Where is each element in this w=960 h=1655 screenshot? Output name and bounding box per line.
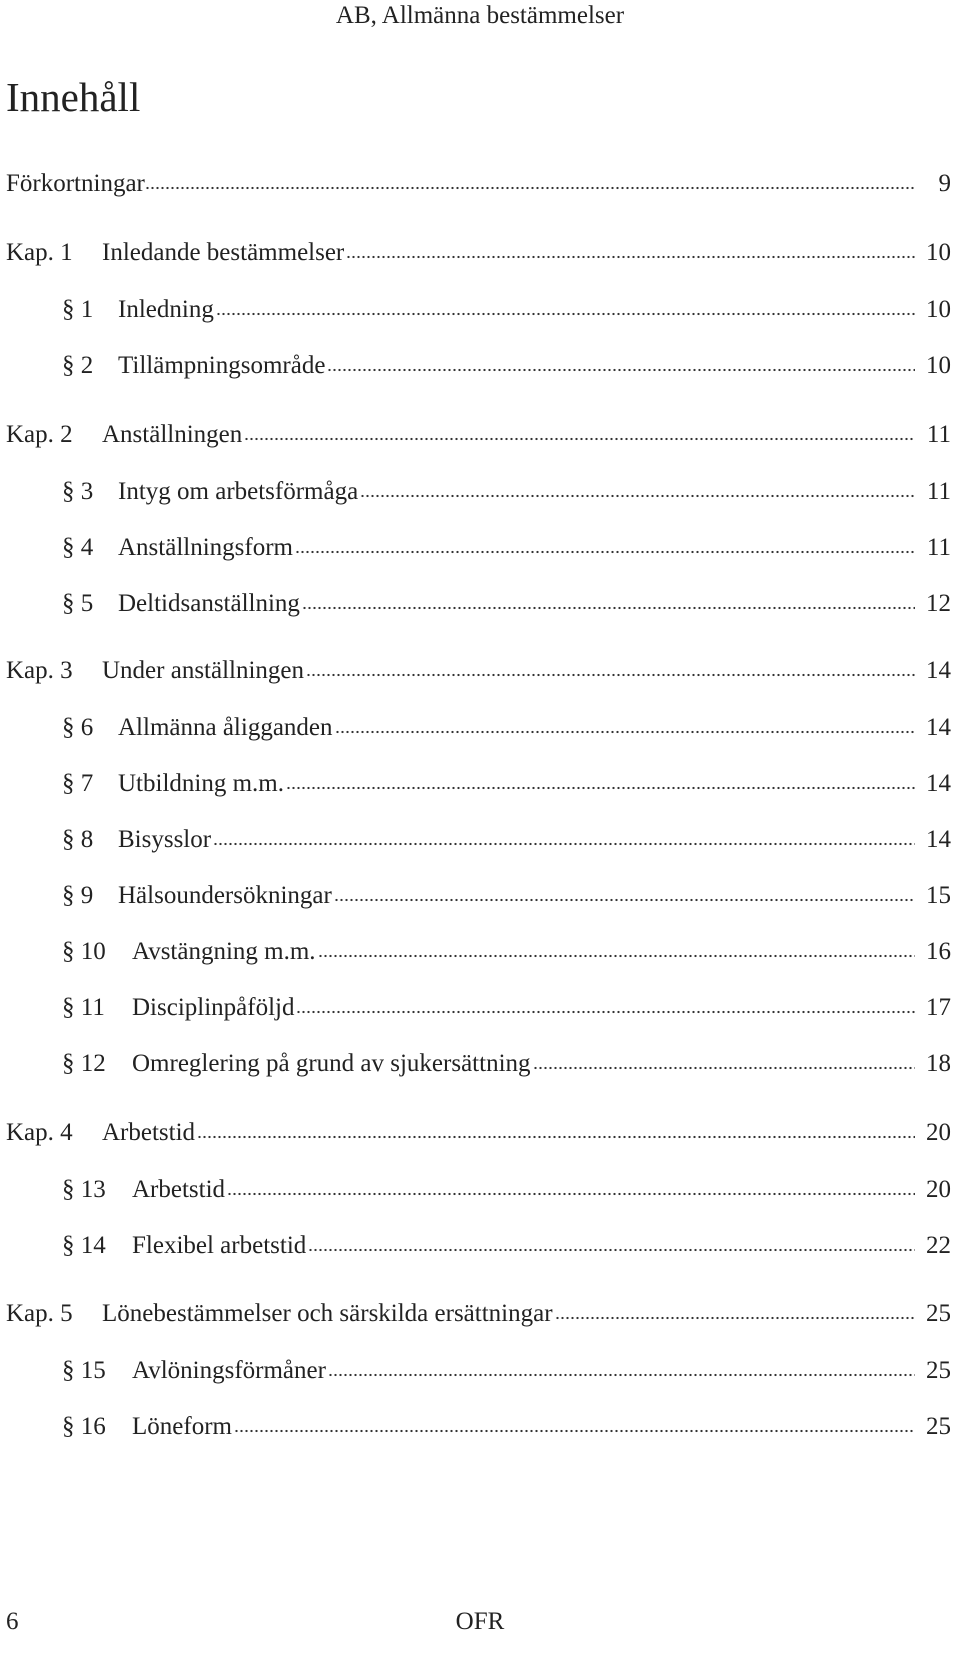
toc-section-entry[interactable] (6, 880, 951, 912)
toc-number: § 13 (62, 1176, 106, 1203)
dot-leader (197, 1117, 915, 1141)
toc-page-number: 14 (926, 770, 951, 797)
toc-number: § 2 (62, 352, 94, 379)
dot-leader (346, 237, 915, 261)
page-title: Innehåll (6, 74, 141, 120)
toc-label: Tillämpningsområde (118, 352, 326, 379)
toc-number: § 11 (62, 994, 105, 1021)
toc-number: § 12 (62, 1050, 106, 1077)
toc-label: Arbetstid (132, 1176, 226, 1203)
toc-section-entry[interactable] (6, 294, 951, 326)
dot-leader (334, 880, 915, 904)
toc-section-entry[interactable] (6, 1411, 951, 1443)
toc-page-number: 11 (926, 421, 951, 448)
toc-section-entry[interactable] (6, 936, 951, 968)
toc-number: § 7 (62, 770, 94, 797)
toc-number: § 6 (62, 714, 94, 741)
running-header: AB, Allmänna bestämmelser (335, 2, 625, 29)
toc-label: Flexibel arbetstid (132, 1232, 307, 1259)
dot-leader (145, 168, 915, 192)
dot-leader (335, 712, 915, 736)
dot-leader (302, 588, 915, 612)
toc-chapter-entry[interactable] (6, 419, 951, 451)
toc-label: Lönebestämmelser och särskilda ersättningar (102, 1300, 553, 1327)
toc-label: Anställningen (102, 421, 243, 448)
toc-label: Avlöningsförmåner (132, 1357, 326, 1384)
dot-leader (286, 768, 915, 792)
toc-section-entry[interactable] (6, 1048, 951, 1080)
toc-chapter-entry[interactable] (6, 237, 951, 269)
toc-page-number: 22 (926, 1232, 951, 1259)
dot-leader (318, 936, 915, 960)
toc-number: § 4 (62, 534, 94, 561)
toc-section-entry[interactable] (6, 1174, 951, 1206)
toc-chapter-entry[interactable] (6, 1298, 951, 1330)
toc-number: § 5 (62, 590, 94, 617)
toc-number: § 8 (62, 826, 94, 853)
toc-label: Anställningsform (118, 534, 293, 561)
toc-page-number: 12 (926, 590, 951, 617)
dot-leader (360, 476, 915, 500)
toc-page-number: 18 (926, 1050, 951, 1077)
dot-leader (227, 1174, 915, 1198)
toc-section-entry[interactable] (6, 712, 951, 744)
toc-label: Avstängning m.m. (132, 938, 316, 965)
toc-number: § 14 (62, 1232, 106, 1259)
toc-label: Under anställningen (102, 657, 305, 684)
dot-leader (216, 294, 915, 318)
toc-label: Utbildning m.m. (118, 770, 284, 797)
toc-number: Kap. 3 (6, 657, 73, 684)
toc-label: Hälsoundersökningar (118, 882, 332, 909)
toc-section-entry[interactable] (6, 1355, 951, 1387)
toc-page-number: 14 (926, 714, 951, 741)
toc-number: § 9 (62, 882, 94, 909)
dot-leader (296, 992, 915, 1016)
toc-number: Kap. 2 (6, 421, 73, 448)
toc-page-number: 9 (938, 170, 951, 197)
dot-leader (244, 419, 915, 443)
toc-section-entry[interactable] (6, 768, 951, 800)
toc-page-number: 10 (926, 352, 951, 379)
toc-page-number: 20 (926, 1176, 951, 1203)
toc-number: Kap. 5 (6, 1300, 73, 1327)
toc-label: Arbetstid (102, 1119, 196, 1146)
toc-label: Intyg om arbetsförmåga (118, 478, 359, 505)
toc-page-number: 10 (926, 239, 951, 266)
toc-section-entry[interactable] (6, 588, 951, 620)
dot-leader (308, 1230, 915, 1254)
toc-chapter-entry[interactable] (6, 655, 951, 687)
toc-label: Inledande bestämmelser (102, 239, 345, 266)
dot-leader (295, 532, 915, 556)
toc-number: § 10 (62, 938, 106, 965)
toc-page-number: 10 (926, 296, 951, 323)
page-number: 6 (6, 1608, 19, 1635)
toc-page-number: 11 (926, 478, 951, 505)
toc-page-number: 17 (926, 994, 951, 1021)
toc-page-number: 15 (926, 882, 951, 909)
toc-page-number: 25 (926, 1413, 951, 1440)
toc-entry[interactable] (6, 168, 951, 200)
toc-section-entry[interactable] (6, 350, 951, 382)
toc-label: Disciplinpåföljd (132, 994, 295, 1021)
toc-label: Inledning (118, 296, 214, 323)
toc-section-entry[interactable] (6, 992, 951, 1024)
dot-leader (555, 1298, 915, 1322)
toc-number: § 15 (62, 1357, 106, 1384)
toc-label: Bisysslor (118, 826, 212, 853)
toc-number: § 1 (62, 296, 94, 323)
toc-page-number: 14 (926, 826, 951, 853)
toc-page-number: 25 (926, 1357, 951, 1384)
toc-label: Omreglering på grund av sjukersättning (132, 1050, 531, 1077)
toc-label: Förkortningar (6, 170, 145, 197)
toc-page-number: 20 (926, 1119, 951, 1146)
toc-label: Löneform (132, 1413, 232, 1440)
toc-page-number: 11 (926, 534, 951, 561)
dot-leader (213, 824, 915, 848)
toc-label: Deltidsanställning (118, 590, 300, 617)
dot-leader (533, 1048, 915, 1072)
toc-chapter-entry[interactable] (6, 1117, 951, 1149)
toc-section-entry[interactable] (6, 532, 951, 564)
toc-section-entry[interactable] (6, 1230, 951, 1262)
toc-page-number: 14 (926, 657, 951, 684)
toc-label: Allmänna åligganden (118, 714, 333, 741)
toc-number: Kap. 1 (6, 239, 73, 266)
toc-number: Kap. 4 (6, 1119, 73, 1146)
toc-section-entry[interactable] (6, 824, 951, 856)
dot-leader (306, 655, 915, 679)
toc-number: § 16 (62, 1413, 106, 1440)
toc-page-number: 16 (926, 938, 951, 965)
dot-leader (234, 1411, 915, 1435)
dot-leader (328, 1355, 915, 1379)
toc-section-entry[interactable] (6, 476, 951, 508)
publisher-footer: OFR (455, 1608, 505, 1635)
dot-leader (327, 350, 915, 374)
toc-page-number: 25 (926, 1300, 951, 1327)
toc-number: § 3 (62, 478, 94, 505)
